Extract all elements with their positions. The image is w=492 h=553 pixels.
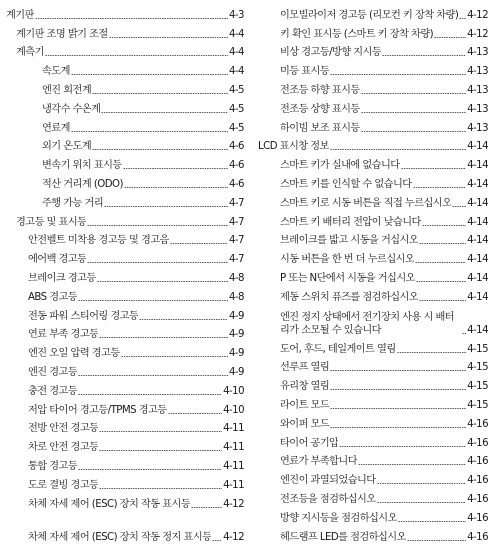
toc-entry-page: 4-5: [229, 84, 244, 96]
toc-entry[interactable]: [258, 42, 488, 61]
toc-entry[interactable]: [6, 512, 244, 545]
toc-entry[interactable]: [258, 267, 488, 286]
dot-leader: [170, 242, 228, 245]
toc-entry-title: 연료가 부족합니다: [280, 456, 358, 468]
toc-entry-page: 4-7: [229, 254, 244, 266]
dot-leader: [382, 54, 466, 57]
toc-entry-page: 4-11: [223, 442, 244, 454]
toc-entry-page: 4-3: [229, 9, 244, 21]
dot-leader: [361, 130, 466, 133]
dot-leader: [101, 111, 228, 114]
dot-leader: [339, 445, 466, 448]
toc-entry-page: 4-14: [467, 141, 488, 153]
toc-entry[interactable]: [258, 248, 488, 267]
dot-leader: [413, 186, 467, 189]
toc-entry-title: 경고등 및 표시등: [16, 216, 87, 228]
toc-entry[interactable]: [6, 399, 244, 418]
toc-entry-page: 4-4: [229, 28, 244, 40]
dot-leader: [330, 388, 466, 391]
toc-entry-page: 4-10: [223, 404, 244, 416]
dot-leader: [124, 186, 228, 189]
toc-entry-page: 4-15: [467, 362, 488, 374]
dot-leader: [99, 449, 222, 452]
toc-entry[interactable]: [6, 380, 244, 399]
toc-entry-page: 4-16: [467, 456, 488, 468]
toc-entry[interactable]: [258, 211, 488, 230]
toc-entry-title: 시동 버튼을 한 번 더 누르십시오: [280, 254, 415, 266]
toc-entry-title: 도어, 후드, 테일게이트 열림: [280, 343, 396, 355]
dot-leader: [191, 506, 222, 509]
toc-entry-title: 전조등을 점검하십시오: [280, 493, 376, 505]
toc-entry[interactable]: [6, 267, 244, 286]
toc-entry-title: 주행 가능 거리: [42, 197, 104, 209]
dot-leader: [45, 54, 228, 57]
dot-leader: [330, 407, 466, 410]
toc-entry-title: 차체 자세 제어 (ESC) 장치 작동 표시등: [28, 498, 191, 510]
toc-entry-title: 브레이크를 밟고 시동을 거십시오: [280, 235, 419, 247]
dot-leader: [87, 224, 228, 227]
toc-entry-page: 4-12: [223, 498, 244, 510]
toc-entry-page: 4-16: [467, 512, 488, 524]
dot-leader: [377, 501, 466, 504]
toc-entry-title: 비상 경고등/방향 지시등: [280, 47, 382, 59]
toc-entry-page: 4-16: [467, 437, 488, 449]
toc-entry-title: 엔진이 과열되었습니다: [280, 475, 376, 487]
dot-leader: [419, 299, 466, 302]
toc-entry-page: 4-14: [467, 324, 488, 336]
toc-entry[interactable]: [6, 361, 244, 380]
dot-leader: [123, 167, 228, 170]
toc-entry-title: 전조등 하향 표시등: [280, 84, 360, 96]
toc-entry-title: 엔진 오일 압력 경고등: [28, 348, 120, 360]
toc-entry-page: 4-13: [467, 103, 488, 115]
toc-entry[interactable]: [258, 413, 488, 432]
toc-entry[interactable]: [6, 248, 244, 267]
toc-entry-title: 전동 파워 스티어링 경고등: [28, 310, 139, 322]
toc-entry-page: 4-4: [229, 47, 244, 59]
toc-entry-page: 4-12: [467, 9, 488, 21]
toc-entry[interactable]: [258, 192, 488, 211]
dot-leader: [462, 332, 466, 335]
toc-entry[interactable]: [6, 42, 244, 61]
toc-entry-page: 4-12: [467, 28, 488, 40]
toc-entry[interactable]: [6, 305, 244, 324]
toc-entry-page: 4-15: [467, 399, 488, 411]
dot-leader: [99, 336, 228, 339]
toc-entry[interactable]: [258, 394, 488, 413]
toc-column-left: [6, 4, 244, 545]
toc-entry-page: 4-14: [467, 235, 488, 247]
toc-entry-page: 4-14: [467, 291, 488, 303]
toc-entry-page: 4-11: [223, 423, 244, 435]
toc-entry[interactable]: [6, 60, 244, 79]
toc-entry-title: 충전 경고등: [28, 385, 78, 397]
toc-entry-page: 4-15: [467, 343, 488, 355]
toc-entry-page: 4-7: [229, 197, 244, 209]
toc-entry-title: 적산 거리계 (ODO): [42, 178, 123, 190]
toc-entry[interactable]: [6, 173, 244, 192]
toc-entry-title: 스마트 키로 시동 버튼을 직접 누르십시오: [280, 197, 452, 209]
toc-entry[interactable]: [258, 375, 488, 394]
toc-entry-title: 라이트 모드: [280, 399, 330, 411]
toc-entry-page: 4-4: [229, 66, 244, 78]
dot-leader: [397, 351, 466, 354]
toc-entry-page: 4-13: [467, 84, 488, 96]
toc-entry-title: 전조등 상향 표시등: [280, 103, 360, 115]
toc-entry-page: 4-12: [223, 531, 244, 543]
toc-entry-title: 와이퍼 모드: [280, 418, 330, 430]
dot-leader: [87, 261, 228, 264]
toc-entry[interactable]: [258, 469, 488, 488]
toc-entry-page: 4-8: [229, 291, 244, 303]
toc-entry-title: P 또는 N단에서 시동을 거십시오: [280, 272, 415, 284]
toc-entry-title: 브레이크 경고등: [28, 272, 96, 284]
toc-entry-page: 4-13: [467, 66, 488, 78]
toc-entry-title: 타이어 공기압: [280, 437, 339, 449]
toc-entry-page: 4-9: [229, 310, 244, 322]
toc-entry[interactable]: [6, 493, 244, 512]
toc-entry-page: 4-7: [229, 216, 244, 228]
toc-entry-page: 4-9: [229, 348, 244, 360]
toc-entry[interactable]: [258, 526, 488, 545]
dot-leader: [71, 130, 228, 133]
dot-leader: [452, 205, 466, 208]
toc-entry-title: 계기판: [6, 9, 34, 21]
dot-leader: [78, 299, 228, 302]
toc-entry-title: 외기 온도계: [42, 141, 92, 153]
dot-leader: [71, 73, 228, 76]
toc-entry-title: 속도계: [42, 66, 70, 78]
toc-entry-title: 계기판 조명 밝기 조절: [16, 28, 108, 40]
dot-leader: [330, 369, 466, 372]
dot-leader: [361, 111, 466, 114]
toc-entry-title: 스마트 키를 인식할 수 없습니다: [280, 178, 412, 190]
dot-leader: [78, 393, 222, 396]
toc-entry-page: 4-15: [467, 381, 488, 393]
toc-entry-title: 연료계: [42, 122, 70, 134]
dot-leader: [416, 280, 466, 283]
toc-entry-title: 안전벨트 미착용 경고등 및 경고음: [28, 235, 169, 247]
dot-leader: [434, 36, 466, 39]
toc-entry-title: 엔진 회전계: [42, 84, 92, 96]
toc-entry-title: 하이빔 보조 표시등: [280, 122, 360, 134]
toc-entry-page: 4-14: [467, 254, 488, 266]
toc-entry-page: 4-14: [467, 160, 488, 172]
toc-entry-page: 4-9: [229, 329, 244, 341]
toc-entry[interactable]: [258, 136, 488, 155]
toc-entry-title: 키 확인 표시등 (스마트 키 장착 차량): [280, 28, 434, 40]
dot-leader: [99, 430, 222, 433]
toc-entry-title: 에어백 경고등: [28, 254, 87, 266]
toc-entry-title: 선루프 열림: [280, 362, 330, 374]
toc-entry-page: 4-13: [467, 122, 488, 134]
toc-entry[interactable]: [258, 230, 488, 249]
dot-leader: [109, 36, 228, 39]
dot-leader: [78, 374, 228, 377]
toc-entry-title: 엔진 정지 상태에서 전기장치 사용 시 배터리가 소모될 수 있습니다: [280, 311, 455, 337]
toc-entry[interactable]: [6, 192, 244, 211]
toc-entry[interactable]: [258, 117, 488, 136]
toc-entry[interactable]: [258, 98, 488, 117]
toc-entry-page: 4-14: [467, 272, 488, 284]
toc-entry-title: 차로 안전 경고등: [28, 442, 99, 454]
toc-entry[interactable]: [6, 324, 244, 343]
toc-entry[interactable]: [258, 488, 488, 507]
dot-leader: [139, 318, 228, 321]
dot-leader: [415, 261, 466, 264]
dot-leader: [35, 17, 228, 20]
toc-entry[interactable]: [258, 4, 488, 23]
dot-leader: [168, 412, 223, 415]
dot-leader: [398, 520, 466, 523]
toc-entry-title: 방향 지시등을 점검하십시오: [280, 512, 397, 524]
toc-entry[interactable]: [258, 338, 488, 357]
toc-entry[interactable]: [258, 60, 488, 79]
toc-entry-title: 헤드램프 LED를 점검하십시오: [280, 531, 406, 543]
dot-leader: [92, 148, 228, 151]
toc-entry[interactable]: [258, 357, 488, 376]
toc-entry-page: 4-9: [229, 366, 244, 378]
toc-entry-page: 4-5: [229, 122, 244, 134]
toc-entry[interactable]: [6, 230, 244, 249]
dot-leader: [212, 539, 222, 542]
toc-entry-title: 유리창 열림: [280, 381, 330, 393]
toc-entry-title: 냉각수 수온계: [42, 103, 101, 115]
dot-leader: [377, 482, 466, 485]
dot-leader: [407, 539, 466, 542]
toc-entry-title: 통합 경고등: [28, 460, 78, 472]
toc-entry[interactable]: [6, 474, 244, 493]
toc-entry-page: 4-14: [467, 216, 488, 228]
toc-entry-page: 4-13: [467, 47, 488, 59]
toc-entry-page: 4-5: [229, 103, 244, 115]
toc-entry-page: 4-16: [467, 418, 488, 430]
toc-entry-page: 4-8: [229, 272, 244, 284]
toc-entry-title: 계측기: [16, 47, 44, 59]
dot-leader: [121, 355, 228, 358]
toc-entry[interactable]: [258, 451, 488, 470]
toc-entry-title: 엔진 경고등: [28, 366, 78, 378]
toc-entry-title: 제동 스위치 퓨즈를 점검하십시오: [280, 291, 419, 303]
toc-entry[interactable]: [258, 173, 488, 192]
dot-leader: [92, 92, 228, 95]
toc-entry-title: 연료 부족 경고등: [28, 329, 99, 341]
dot-leader: [97, 280, 228, 283]
toc-entry[interactable]: [6, 79, 244, 98]
toc-entry-title: 도로 결빙 경고등: [28, 479, 99, 491]
toc-entry[interactable]: [6, 436, 244, 455]
toc-entry-page: 4-11: [223, 479, 244, 491]
toc-entry[interactable]: [258, 79, 488, 98]
toc-entry-page: 4-16: [467, 531, 488, 543]
toc-entry[interactable]: [6, 342, 244, 361]
toc-entry-title: 스마트 키 배터리 전압이 낮습니다: [280, 216, 421, 228]
dot-leader: [419, 242, 466, 245]
toc-entry[interactable]: [6, 23, 244, 42]
toc-entry-page: 4-16: [467, 475, 488, 487]
toc-entry[interactable]: [6, 455, 244, 474]
toc-entry-title: 변속기 위치 표시등: [42, 160, 122, 172]
dot-leader: [361, 92, 466, 95]
toc-entry[interactable]: [258, 154, 488, 173]
toc-entry-title: 이모빌라이저 경고등 (리모컨 키 장착 차량): [280, 9, 459, 21]
toc-entry[interactable]: [258, 432, 488, 451]
toc-entry[interactable]: [258, 507, 488, 526]
toc-entry-page: 4-14: [467, 197, 488, 209]
toc-entry-page: 4-6: [229, 141, 244, 153]
toc-entry-title: 차체 자세 제어 (ESC) 장치 작동 정지 표시등: [28, 532, 212, 544]
toc-entry-title: ABS 경고등: [28, 291, 78, 303]
dot-leader: [99, 487, 222, 490]
toc-entry-title: 저압 타이어 경고등/TPMS 경고등: [28, 404, 167, 416]
dot-leader: [330, 73, 466, 76]
toc-entry-title: 전방 안전 경고등: [28, 423, 99, 435]
toc-entry[interactable]: [6, 418, 244, 437]
toc-entry[interactable]: [258, 286, 488, 305]
dot-leader: [358, 463, 466, 466]
dot-leader: [330, 148, 466, 151]
dot-leader: [330, 426, 466, 429]
toc-entry[interactable]: [258, 305, 488, 338]
toc-entry-title: 스마트 키가 실내에 없습니다: [280, 160, 400, 172]
toc-entry-page: 4-6: [229, 160, 244, 172]
toc-entry[interactable]: [6, 286, 244, 305]
toc-entry-page: 4-16: [467, 493, 488, 505]
toc-entry-page: 4-11: [223, 460, 244, 472]
toc-entry-title: 미등 표시등: [280, 66, 330, 78]
toc-entry-page: 4-6: [229, 178, 244, 190]
toc-entry-title: LCD 표시창 정보: [258, 141, 329, 153]
toc-column-right: [258, 4, 488, 545]
dot-leader: [104, 205, 228, 208]
toc-entry-page: 4-10: [223, 385, 244, 397]
toc-entry[interactable]: [6, 98, 244, 117]
dot-leader: [78, 468, 222, 471]
dot-leader: [422, 224, 466, 227]
toc-entry[interactable]: [6, 211, 244, 230]
toc-entry[interactable]: [258, 23, 488, 42]
dot-leader: [459, 17, 466, 20]
toc-entry-page: 4-14: [467, 178, 488, 190]
toc-entry[interactable]: [6, 136, 244, 155]
toc-entry-page: 4-7: [229, 235, 244, 247]
toc-entry[interactable]: [6, 154, 244, 173]
toc-entry[interactable]: [6, 4, 244, 23]
dot-leader: [401, 167, 467, 170]
toc-entry[interactable]: [6, 117, 244, 136]
